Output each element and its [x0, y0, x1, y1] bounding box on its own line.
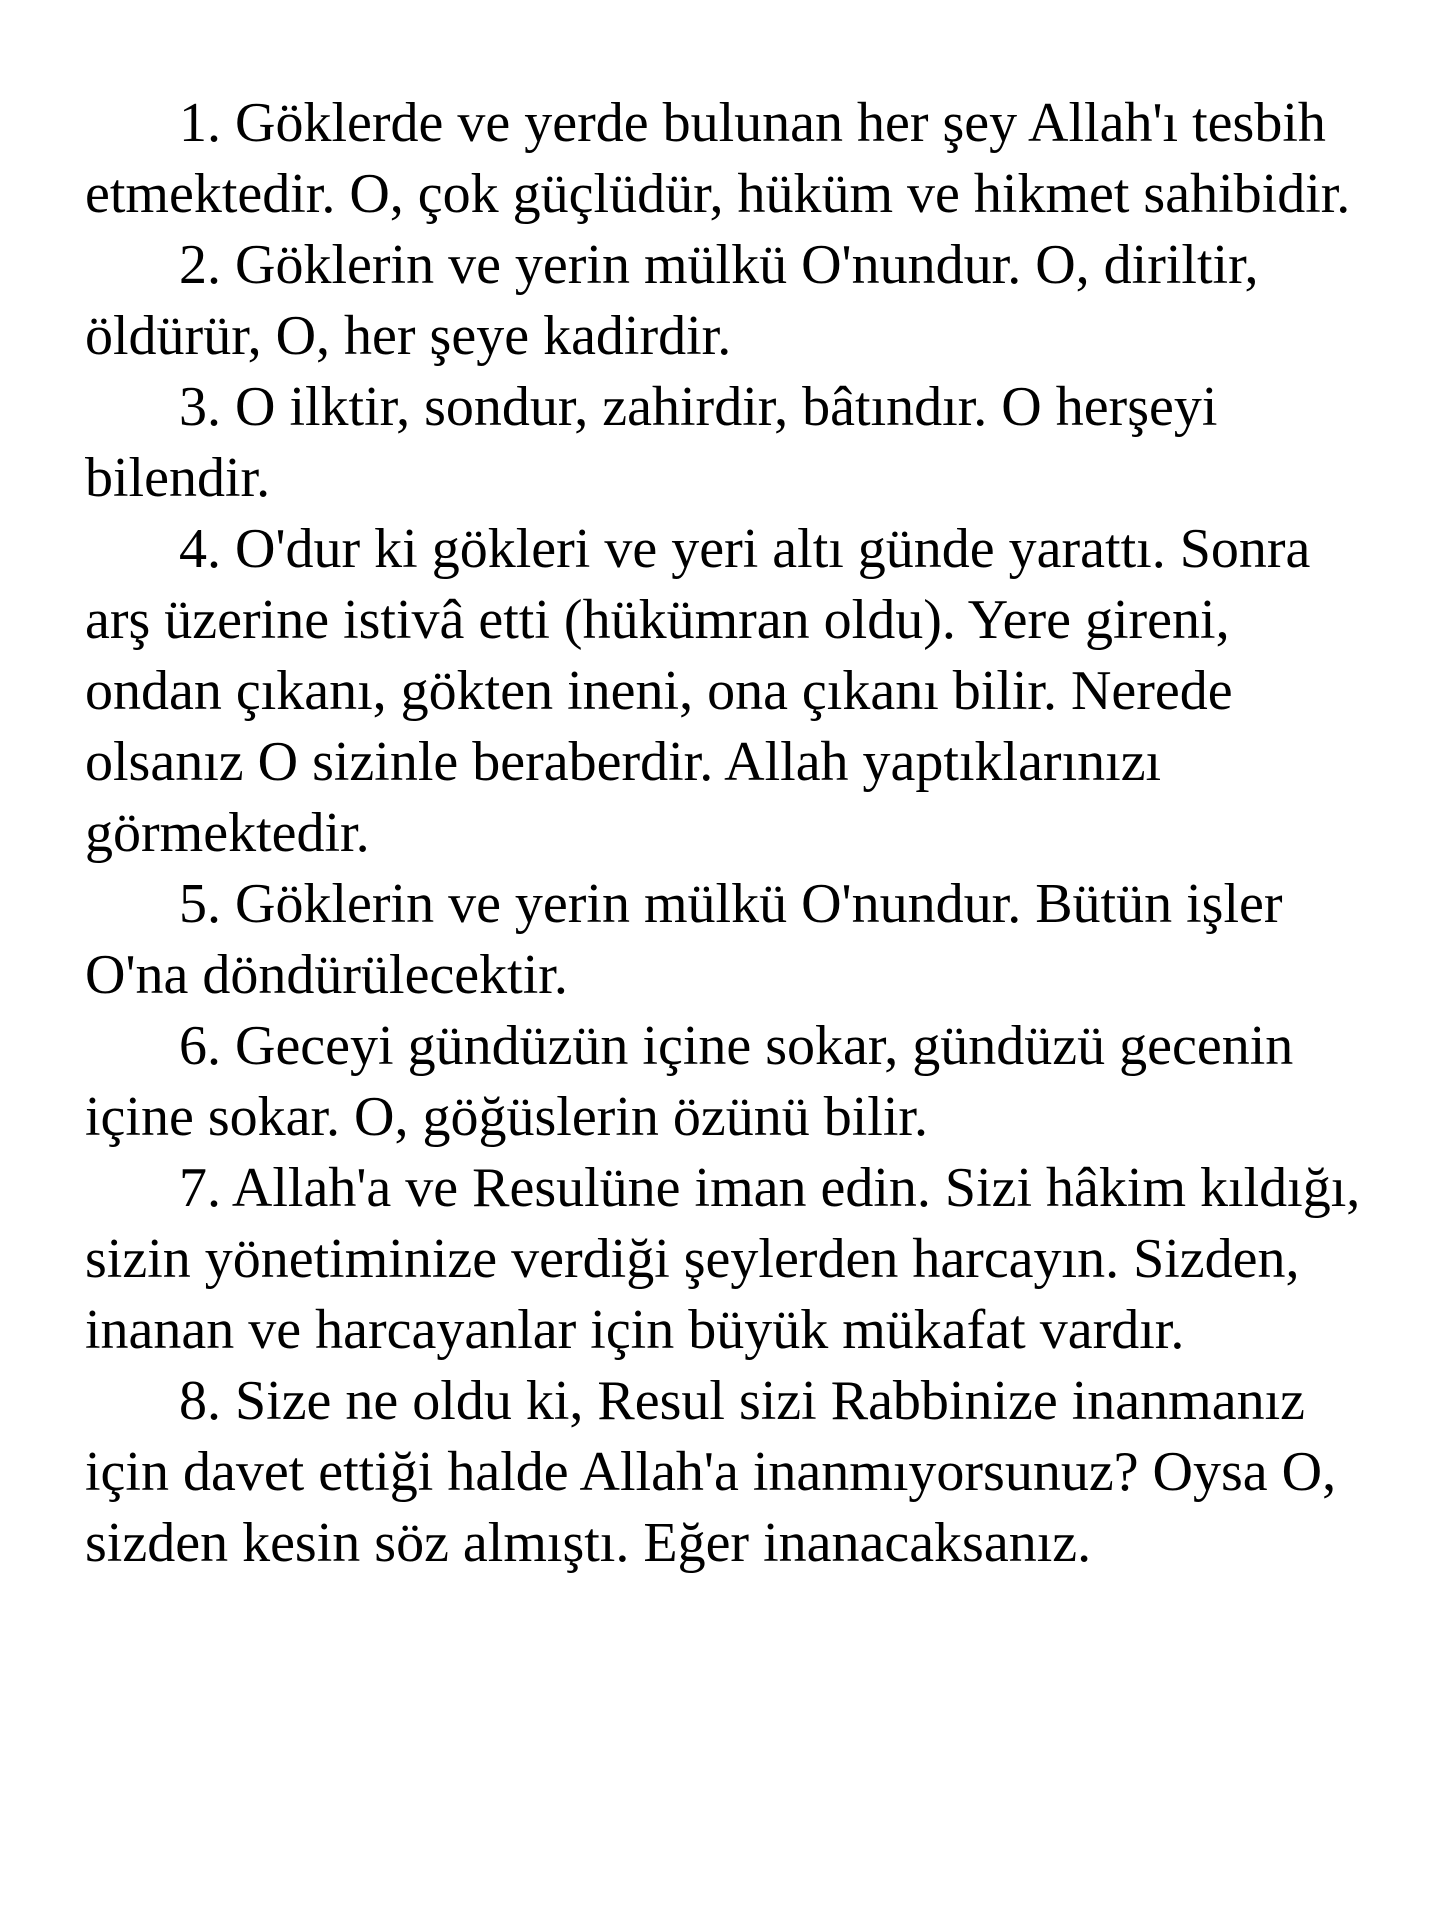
verse-7: 7. Allah'a ve Resulüne iman edin. Sizi hâkim kıldığı, sizin yönetiminize verdiği şeylerden harcayın. Sizden, inanan ve harcayanlar için büyük mükafat vardır.	[85, 1157, 1361, 1361]
document-page	[85, 88, 1380, 1579]
verse-6: 6. Geceyi gündüzün içine sokar, gündüzü gecenin içine sokar. O, göğüslerin özünü bilir.	[85, 1015, 1294, 1148]
verse-2: 2. Göklerin ve yerin mülkü O'nundur. O, diriltir, öldürür, O, her şeye kadirdir.	[85, 234, 1259, 367]
verse-5: 5. Göklerin ve yerin mülkü O'nundur. Bütün işler O'na döndürülecektir.	[85, 873, 1283, 1006]
verse-4: 4. O'dur ki gökleri ve yeri altı günde yarattı. Sonra arş üzerine istivâ etti (hükümran oldu). Yere gireni, ondan çıkanı, gökten ineni, ona çıkanı bilir. Nerede olsanız O sizinle beraberdir. Allah yaptıklarınızı görmektedir.	[85, 518, 1311, 864]
verse-1: 1. Göklerde ve yerde bulunan her şey Allah'ı tesbih etmektedir. O, çok güçlüdür, hüküm ve hikmet sahibidir.	[85, 92, 1351, 225]
verse-8: 8. Size ne oldu ki, Resul sizi Rabbinize inanmanız için davet ettiği halde Allah'a inanmıyorsunuz? Oysa O, sizden kesin söz almıştı. Eğer inanacaksanız.	[85, 1370, 1337, 1574]
verse-3: 3. O ilktir, sondur, zahirdir, bâtındır. O herşeyi bilendir.	[85, 376, 1218, 509]
